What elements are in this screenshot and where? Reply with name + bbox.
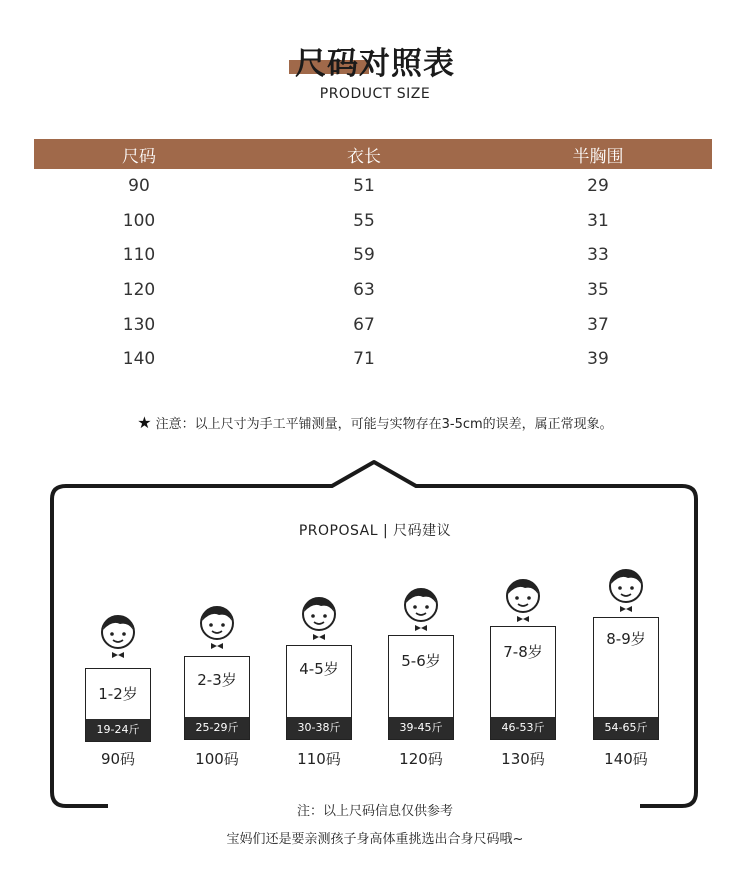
age-label: 1-2岁 <box>98 685 138 703</box>
proposal-title: PROPOSAL | 尺码建议 <box>298 523 452 539</box>
title-block <box>0 38 750 83</box>
cell-size: 120 <box>122 280 156 301</box>
table-row <box>34 342 712 377</box>
cell-length: 67 <box>353 314 375 335</box>
child-face-icon <box>299 594 339 640</box>
age-label: 8-9岁 <box>606 630 646 648</box>
weight-label: 39-45斤 <box>389 717 453 739</box>
age-box <box>286 645 352 740</box>
age-box <box>490 626 556 740</box>
weight-label: 19-24斤 <box>86 719 150 741</box>
table-row <box>34 307 712 342</box>
cell-size: 110 <box>122 245 156 266</box>
size-label: 140码 <box>604 750 648 768</box>
age-label: 7-8岁 <box>503 643 543 661</box>
weight-label: 30-38斤 <box>287 717 351 739</box>
size-recommendation-card <box>286 594 352 782</box>
child-face-icon <box>606 566 646 612</box>
size-recommendation-card <box>388 585 454 782</box>
table-header-row <box>34 139 712 169</box>
child-face-icon <box>401 585 441 631</box>
child-face-icon <box>197 603 237 649</box>
age-box <box>184 656 250 740</box>
cell-chest: 31 <box>587 210 609 231</box>
star-icon: ★ <box>137 413 152 432</box>
size-label: 130码 <box>501 750 545 768</box>
cell-length: 63 <box>353 280 375 301</box>
cell-chest: 35 <box>587 280 609 301</box>
cell-size: 100 <box>122 210 156 231</box>
size-label: 110码 <box>297 750 341 768</box>
cell-size: 90 <box>128 176 150 197</box>
weight-label: 25-29斤 <box>185 717 249 739</box>
age-box <box>85 668 151 742</box>
size-recommendation-card <box>184 603 250 782</box>
page-title <box>295 38 455 83</box>
age-label: 2-3岁 <box>197 671 237 689</box>
age-label: 4-5岁 <box>299 660 339 678</box>
size-label: 120码 <box>399 750 443 768</box>
size-recommendation-card <box>490 576 556 782</box>
table-row <box>34 238 712 273</box>
cell-chest: 29 <box>587 176 609 197</box>
age-label: 5-6岁 <box>401 652 441 670</box>
table-row <box>34 169 712 204</box>
weight-label: 46-53斤 <box>491 717 555 739</box>
age-box <box>593 617 659 740</box>
cell-chest: 33 <box>587 245 609 266</box>
child-face-icon <box>98 612 138 658</box>
page-subtitle: PRODUCT SIZE <box>319 86 431 102</box>
cell-size: 130 <box>122 314 156 335</box>
column-header-size: 尺码 <box>34 139 244 169</box>
footer-note: 注：以上尺码信息仅供参考 <box>296 804 453 819</box>
child-face-icon <box>503 576 543 622</box>
size-label: 90码 <box>100 750 136 768</box>
cell-chest: 37 <box>587 314 609 335</box>
cell-length: 51 <box>353 176 375 197</box>
weight-label: 54-65斤 <box>594 717 658 739</box>
cell-chest: 39 <box>587 349 609 370</box>
cell-size: 140 <box>122 349 156 370</box>
table-row <box>34 273 712 308</box>
page-title-text: 尺码对照表 <box>295 46 455 82</box>
measurement-note-text: 注意：以上尺寸为手工平铺测量，可能与实物存在3-5cm的误差，属正常现象。 <box>155 417 613 432</box>
cell-length: 55 <box>353 210 375 231</box>
age-box <box>388 635 454 740</box>
column-header-chest: 半胸围 <box>484 139 712 169</box>
measurement-note <box>0 413 750 432</box>
size-label: 100码 <box>195 750 239 768</box>
size-table <box>34 139 712 377</box>
size-recommendation-card <box>85 612 151 782</box>
column-header-length: 衣长 <box>244 139 484 169</box>
cell-length: 71 <box>353 349 375 370</box>
size-recommendation-card <box>593 566 659 782</box>
table-row <box>34 204 712 239</box>
footer-tip: 宝妈们还是要亲测孩子身高体重挑选出合身尺码哦~ <box>226 832 524 847</box>
cell-length: 59 <box>353 245 375 266</box>
